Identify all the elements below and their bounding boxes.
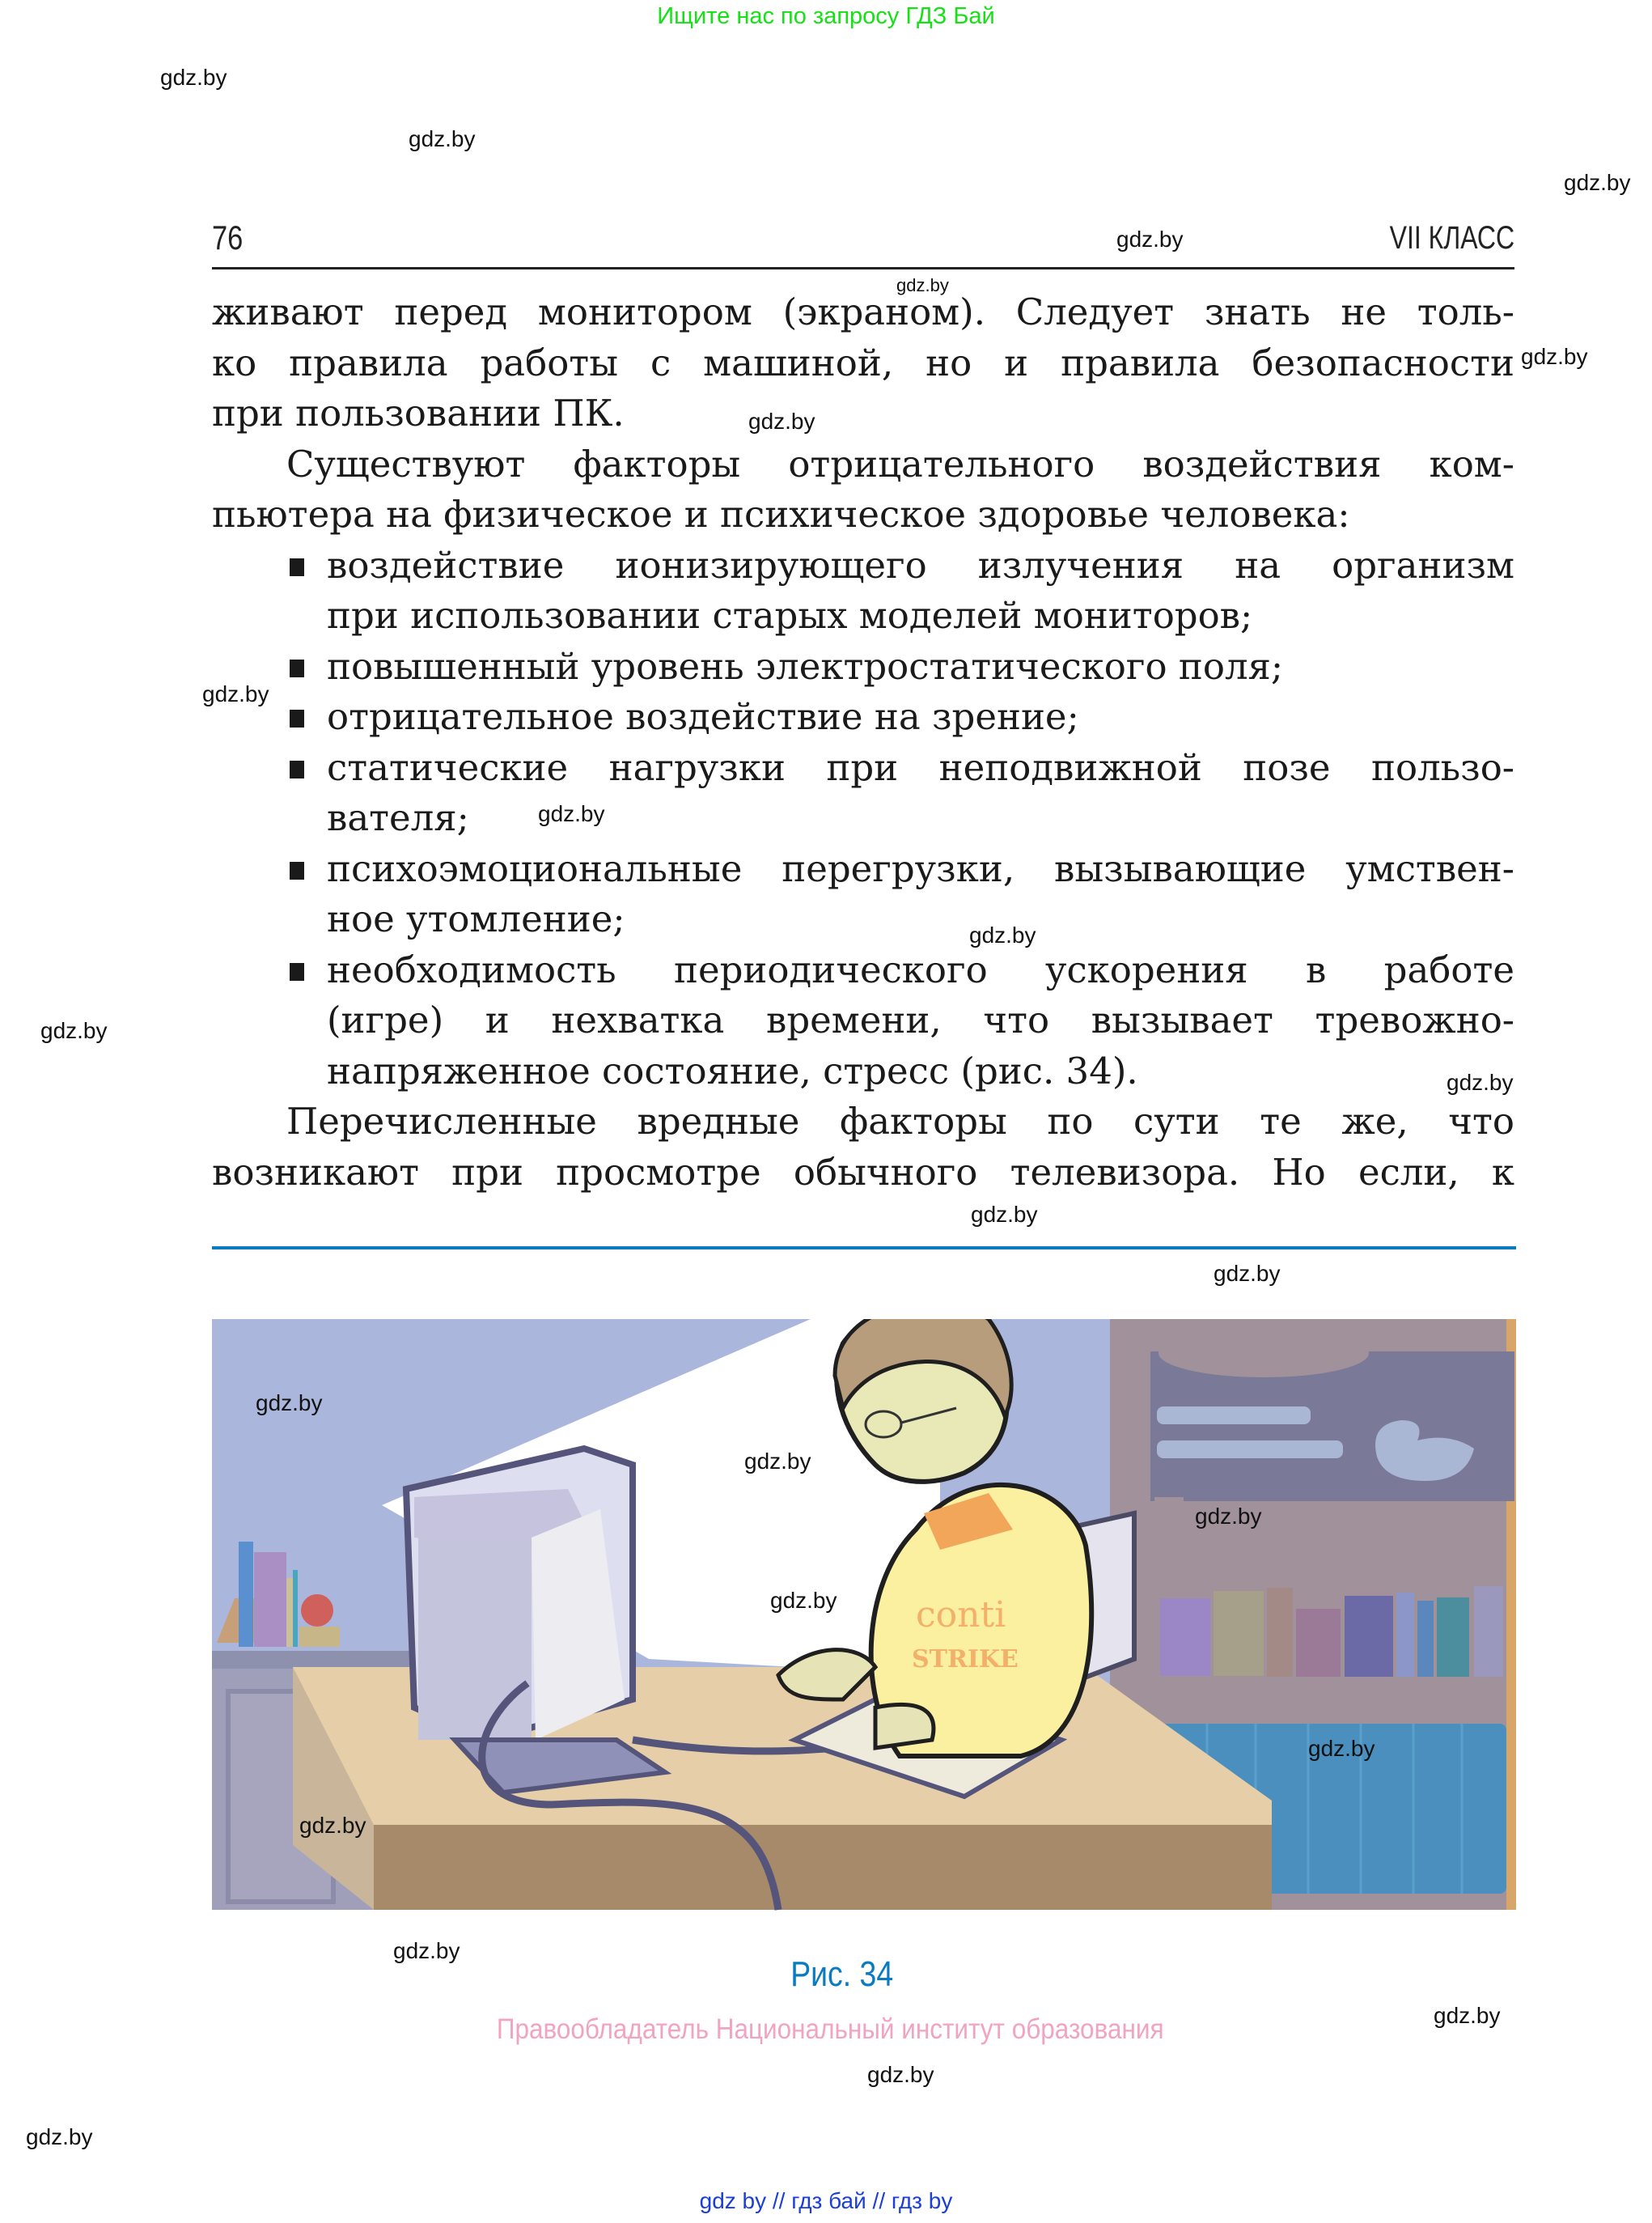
watermark: gdz.by (256, 1390, 323, 1415)
bullet-square-icon (290, 963, 304, 981)
bullet-square-icon (290, 710, 304, 728)
text-line: живают перед монитором (экраном). Следует знать не толь- (212, 291, 1514, 333)
footer-links[interactable]: gdz by // гдз бай // гдз by (699, 2188, 953, 2213)
text-line: возникают при просмотре обычного телевизора. Но если, к (212, 1150, 1514, 1194)
watermark: gdz.by (1447, 1070, 1514, 1095)
watermark: gdz.by (1116, 227, 1184, 252)
watermark: gdz.by (202, 681, 269, 706)
watermark: gdz.by (969, 923, 1036, 948)
rights-holder-notice: Правообладатель Национальный институт образования (496, 2013, 1164, 2045)
list-item: необходимость периодического ускорения в работе (игре) и нехватка времени, что вызывает тревожно- напряженное состояние, стресс (рис. 34). (212, 945, 1514, 1097)
list-item: воздействие ионизирующего излучения на организм при использовании старых моделей мониторов; (212, 541, 1514, 642)
svg-text:STRIKE: STRIKE (912, 1645, 1019, 1674)
text-line: ко правила работы с машиной, но и правила безопасности (212, 341, 1514, 384)
class-label: VII КЛАСС (1389, 220, 1514, 256)
list-item: психоэмоциональные перегрузки, вызывающие умствен- ное утомление; (212, 844, 1514, 945)
boy-at-computer-illustration (212, 1319, 1516, 1926)
watermark: gdz.by (160, 65, 227, 90)
watermark: gdz.by (1214, 1261, 1281, 1286)
body-text (212, 287, 1514, 1198)
watermark: gdz.by (409, 126, 476, 151)
watermark: gdz.by (393, 1938, 460, 1963)
watermark: gdz.by (1195, 1504, 1262, 1529)
svg-text:conti: conti (916, 1594, 1006, 1635)
figure-caption: Рис. 34 (790, 1954, 894, 1994)
text-line: Существуют факторы отрицательного воздействия ком- (286, 442, 1514, 486)
watermark: gdz.by (1308, 1736, 1375, 1761)
page-header (212, 217, 1514, 269)
watermark: gdz.by (896, 275, 949, 295)
watermark: gdz.by (748, 409, 815, 434)
watermark: gdz.by (1434, 2003, 1501, 2028)
list-item: статические нагрузки при неподвижной позе пользо- вателя; (212, 743, 1514, 844)
watermark: gdz.by (770, 1588, 837, 1613)
list-item: повышенный уровень электростатического поля; (212, 642, 1514, 693)
watermark: gdz.by (1521, 344, 1588, 369)
text-line: Перечисленные вредные факторы по сути те же, что (286, 1100, 1514, 1143)
bullet-square-icon (290, 761, 304, 778)
list-item: отрицательное воздействие на зрение; (212, 692, 1514, 743)
bullet-square-icon (290, 862, 304, 880)
text-line: при пользовании ПК. (212, 392, 625, 435)
watermark: gdz.by (538, 801, 605, 826)
search-banner[interactable]: Ищите нас по запросу ГДЗ Бай (657, 3, 995, 29)
watermark: gdz.by (744, 1449, 811, 1474)
watermark: gdz.by (867, 2062, 934, 2087)
page-number: 76 (212, 218, 244, 257)
bullet-square-icon (290, 660, 304, 677)
figure-illustration (212, 1319, 1516, 1926)
watermark: gdz.by (971, 1202, 1038, 1227)
watermark: gdz.by (26, 2124, 93, 2149)
watermark: gdz.by (299, 1813, 366, 1838)
watermark: gdz.by (40, 1018, 108, 1043)
bullet-square-icon (290, 558, 304, 576)
watermark: gdz.by (1564, 170, 1631, 195)
section-divider (212, 1246, 1516, 1249)
factor-list (212, 541, 1514, 1097)
text-line: пьютера на физическое и психическое здоровье человека: (212, 493, 1350, 536)
